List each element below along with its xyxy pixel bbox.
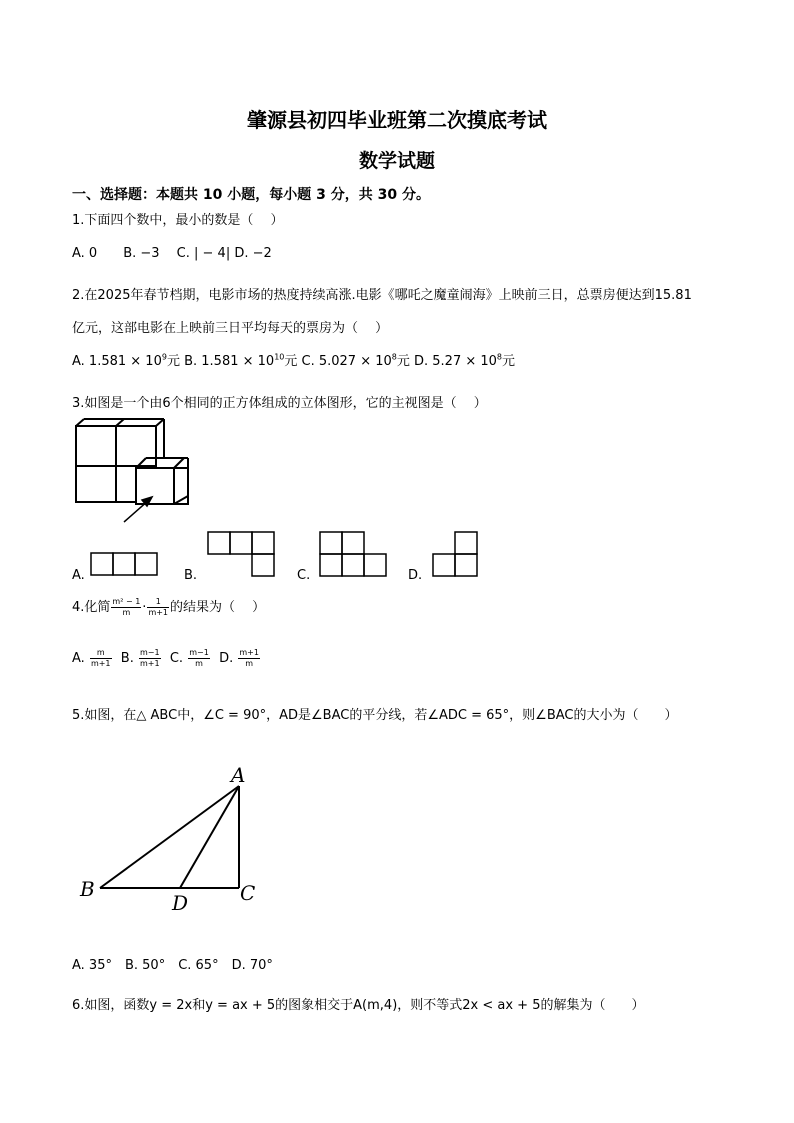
question-4-options (72, 647, 261, 671)
vertex-a-label: A (231, 763, 246, 787)
question-5-stem: 5.如图，在△ ABC中，∠C = 90°，AD是∠BAC的平分线，若∠ADC = 65°，则∠BAC的大小为（ ） (72, 708, 678, 723)
question-3-option-b-label: B. (184, 568, 198, 583)
q4-optB-denominator: m+1 (140, 659, 160, 668)
section-heading: 一、选择题：本题共 10 小题，每小题 3 分，共 30 分。 (72, 187, 430, 203)
question-2-options (72, 350, 515, 369)
q3-option-a-figure (90, 552, 158, 576)
q4-option-c-label: C. (169, 651, 184, 666)
q2-option-b: 元 B. 1.581 × 10 (166, 354, 275, 369)
q4-option-a-fraction (90, 648, 112, 669)
q4-optB-numerator: m−1 (140, 648, 160, 657)
q4-frac1-denominator: m (122, 608, 131, 617)
vertex-c-label: C (240, 881, 256, 905)
question-1-options: A. 0 B. −3 C. | − 4| D. −2 (72, 246, 272, 261)
q4-option-d-fraction (238, 648, 260, 669)
q4-optD-denominator: m (245, 659, 254, 668)
q4-option-b-fraction (139, 648, 161, 669)
q4-stem-prefix: 4.化简 (72, 600, 111, 615)
q4-frac2-denominator: m+1 (148, 608, 169, 617)
q2-option-a: A. 1.581 × 10 (72, 354, 162, 369)
q4-frac1-numerator: m² − 1 (112, 597, 141, 606)
q2-option-d-unit: 元 (502, 354, 516, 369)
q2-option-a-exponent: 9 (161, 352, 167, 362)
q4-fraction-1 (111, 597, 141, 618)
cube-solid-figure (70, 420, 200, 525)
q3-option-c-figure (319, 531, 389, 578)
triangle-abc-figure (78, 762, 268, 914)
question-5-options: A. 35° B. 50° C. 65° D. 70° (72, 958, 273, 973)
vertex-b-label: B (80, 877, 95, 901)
exam-title: 肇源县初四毕业班第二次摸底考试 (247, 108, 547, 132)
vertex-d-label: D (172, 891, 189, 915)
q2-option-d-exponent: 8 (496, 352, 503, 362)
q4-option-c-fraction (188, 648, 210, 669)
q4-option-b-label: B. (120, 651, 134, 666)
q3-option-d-figure (432, 531, 480, 578)
q4-optC-numerator: m−1 (189, 648, 209, 657)
q4-option-d-label: D. (219, 651, 234, 666)
q2-option-c-exponent: 8 (391, 352, 397, 362)
question-4-stem (72, 597, 265, 619)
question-2-stem-line2: 亿元，这部电影在上映前三日平均每天的票房为（ ） (72, 321, 389, 336)
exam-subtitle: 数学试题 (358, 150, 435, 172)
q4-optD-numerator: m+1 (239, 648, 259, 657)
q2-option-c: 元 C. 5.027 × 10 (284, 354, 392, 369)
q3-option-b-figure (207, 531, 277, 578)
question-1-stem: 1.下面四个数中，最小的数是（ ） (72, 213, 284, 228)
q4-frac2-numerator: 1 (147, 597, 169, 608)
q4-fraction-2 (147, 597, 169, 618)
q4-option-a-label: A. (72, 651, 85, 666)
question-3-option-a-label: A. (72, 568, 85, 583)
q4-multiply-dot: · (142, 600, 147, 615)
question-6-stem: 6.如图，函数y = 2x和y = ax + 5的图象相交于A(m,4)，则不等式2x < ax + 5的解集为（ ） (72, 998, 645, 1013)
segment-ab (100, 786, 239, 888)
question-3-option-d-label: D. (408, 568, 423, 583)
q4-optC-denominator: m (195, 659, 203, 668)
q4-optA-denominator: m+1 (90, 659, 111, 668)
question-2-stem-line1: 2.在2025年春节档期，电影市场的热度持续高涨.电影《哪吒之魔童闹海》上映前三日，总票房便达到15.81 (72, 288, 692, 303)
q2-option-d: 元 D. 5.27 × 10 (396, 354, 497, 369)
question-3-stem: 3.如图是一个由6个相同的正方体组成的立体图形，它的主视图是（ ） (72, 396, 487, 411)
question-3-option-c-label: C. (297, 568, 311, 583)
q4-optA-numerator: m (90, 648, 112, 659)
q4-stem-suffix: 的结果为（ ） (170, 600, 266, 615)
segment-ad (180, 786, 239, 888)
q2-option-b-exponent: 10 (274, 352, 285, 362)
